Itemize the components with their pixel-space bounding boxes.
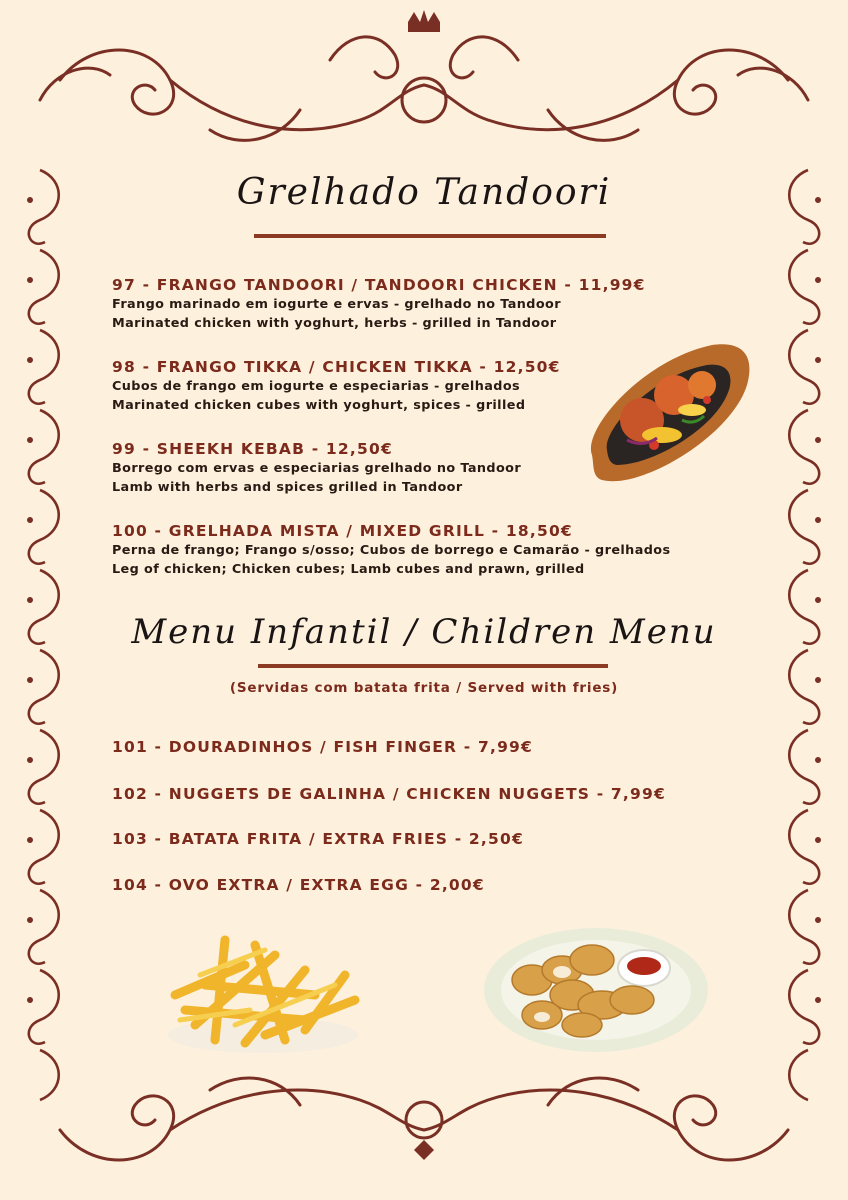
- tandoori-sizzler-image: [582, 340, 754, 492]
- menu-item-title: 97 - FRANGO TANDOORI / TANDOORI CHICKEN - 11,99€: [112, 276, 646, 294]
- menu-item-desc-en: Lamb with herbs and spices grilled in Tandoor: [112, 480, 463, 495]
- kids-title-underline: [258, 664, 608, 668]
- menu-item-desc-en: Leg of chicken; Chicken cubes; Lamb cubes and prawn, grilled: [112, 562, 585, 577]
- menu-item-title: 100 - GRELHADA MISTA / MIXED GRILL - 18,50€: [112, 522, 573, 540]
- menu-item-desc-pt: Perna de frango; Frango s/osso; Cubos de borrego e Camarão - grelhados: [112, 543, 671, 558]
- menu-item-title: 99 - SHEEKH KEBAB - 12,50€: [112, 440, 393, 458]
- menu-item-desc-pt: Cubos de frango em iogurte e especiarias - grelhados: [112, 379, 521, 394]
- fries-image: [155, 925, 370, 1060]
- kids-item-104: 104 - OVO EXTRA / EXTRA EGG - 2,00€: [112, 876, 485, 894]
- grill-section-title: Grelhado Tandoori: [236, 172, 612, 213]
- menu-item-title: 98 - FRANGO TIKKA / CHICKEN TIKKA - 12,50€: [112, 358, 561, 376]
- kids-menu-note: (Servidas com batata frita / Served with fries): [229, 680, 619, 696]
- kids-section-title: Menu Infantil / Children Menu: [131, 612, 717, 652]
- kids-item-103: 103 - BATATA FRITA / EXTRA FRIES - 2,50€: [112, 830, 524, 848]
- menu-item-desc-pt: Borrego com ervas e especiarias grelhado no Tandoor: [112, 461, 522, 476]
- menu-item-desc-en: Marinated chicken cubes with yoghurt, spices - grilled: [112, 398, 526, 413]
- kids-item-101: 101 - DOURADINHOS / FISH FINGER - 7,99€: [112, 738, 534, 756]
- menu-item-100: [112, 521, 752, 579]
- menu-item-desc-en: Marinated chicken with yoghurt, herbs - grilled in Tandoor: [112, 316, 557, 331]
- kids-item-102: 102 - NUGGETS DE GALINHA / CHICKEN NUGGETS - 7,99€: [112, 785, 666, 803]
- menu-item-97: [112, 275, 752, 333]
- grill-title-underline: [254, 234, 606, 238]
- menu-item-desc-pt: Frango marinado em iogurte e ervas - grelhado no Tandoor: [112, 297, 561, 312]
- chicken-nuggets-image: [482, 920, 710, 1055]
